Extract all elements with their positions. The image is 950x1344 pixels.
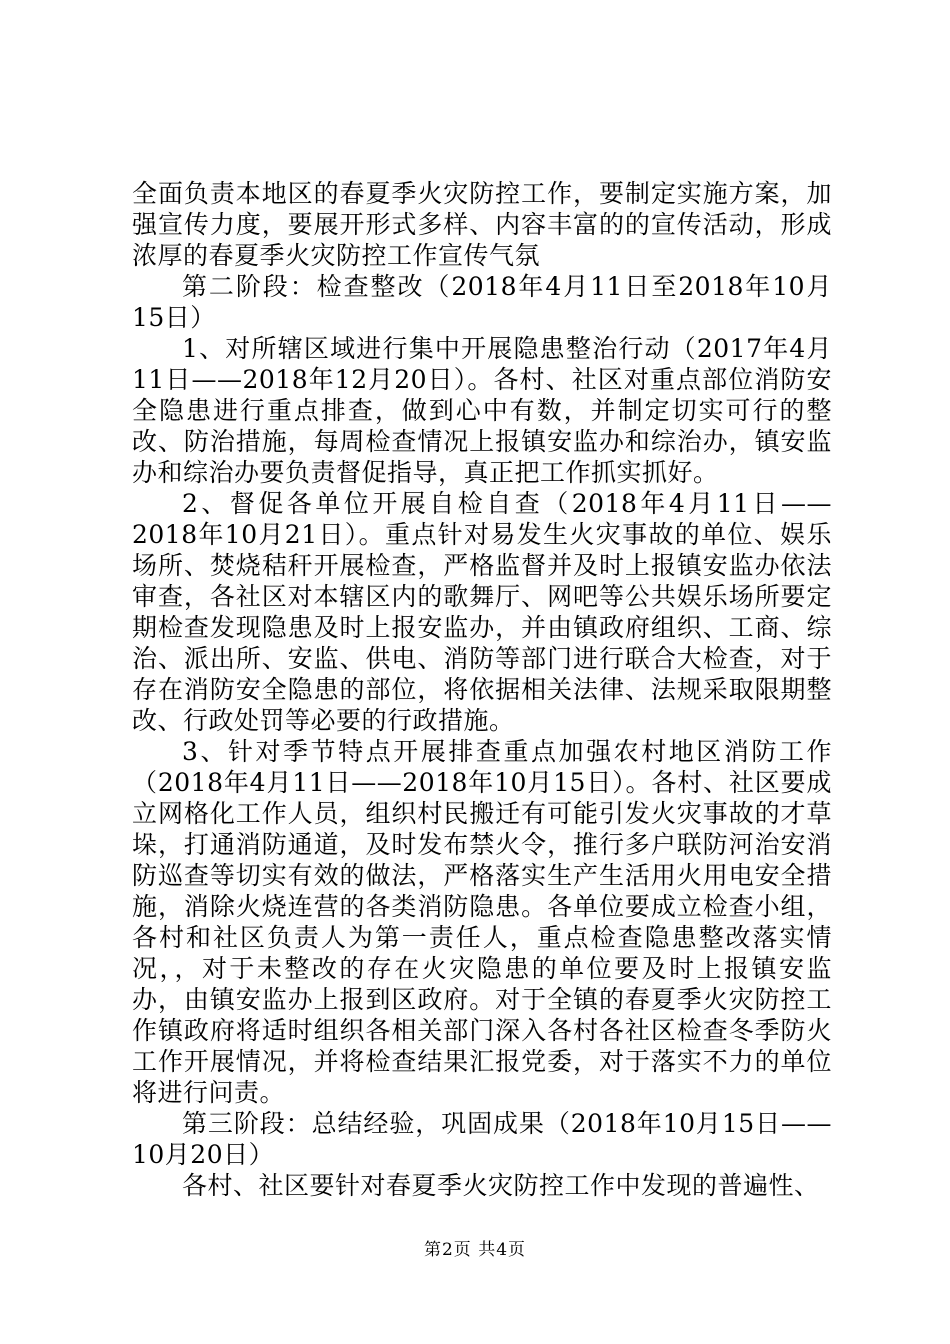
paragraph-stage-two-heading: 第二阶段：检查整改（2018年4月11日至2018年10月15日） (132, 272, 832, 332)
paragraph-continuation: 全面负责本地区的春夏季火灾防控工作，要制定实施方案，加强宣传力度，要展开形式多样、内容丰富的的宣传活动，形成浓厚的春夏季火灾防控工作宣传气氛 (132, 179, 832, 270)
paragraph-stage-three-body: 各村、社区要针对春夏季火灾防控工作中发现的普遍性、 (182, 1171, 820, 1200)
paragraph-stage-three-heading: 第三阶段：总结经验，巩固成果（2018年10月15日——10月20日） (132, 1109, 832, 1169)
paragraph-item-3: 3、针对季节特点开展排查重点加强农村地区消防工作（2018年4月11日——2018年10月15日）。各村、社区要成立网格化工作人员，组织村民搬迁有可能引发火灾事故的才草垛，打通消防通道，及时发布禁火令，推行多户联防河治安消防巡查等切实有效的做法，严格落实生产生活用火用电安全措施，消除火烧连营的各类消防隐患。各单位要成立检查小组，各村和社区负责人为第一责任人，重点检查隐患整改落实情况，，对于未整改的存在火灾隐患的单位要及时上报镇安监办，由镇安监办上报到区政府。对于全镇的春夏季火灾防控工作镇政府将适时组织各相关部门深入各村各社区检查冬季防火工作开展情况，并将检查结果汇报党委，对于落实不力的单位将进行问责。 (132, 737, 832, 1107)
paragraph-item-1: 1、对所辖区域进行集中开展隐患整治行动（2017年4月11日——2018年12月20日）。各村、社区对重点部位消防安全隐患进行重点排查，做到心中有数，并制定切实可行的整改、防治措施，每周检查情况上报镇安监办和综治办，镇安监办和综治办要负责督促指导，真正把工作抓实抓好。 (132, 334, 832, 487)
paragraph-item-2: 2、督促各单位开展自检自查（2018年4月11日——2018年10月21日）。重点针对易发生火灾事故的单位、娱乐场所、焚烧秸秆开展检查，严格监督并及时上报镇安监办依法审查，各社区对本辖区内的歌舞厅、网吧等公共娱乐场所要定期检查发现隐患及时上报安监办，并由镇政府组织、工商、综治、派出所、安监、供电、消防等部门进行联合大检查，对于存在消防安全隐患的部位，将依据相关法律、法规采取限期整改、行政处罚等必要的行政措施。 (132, 489, 832, 735)
page-number-footer: 第2页 共4页 (423, 1240, 527, 1260)
document-body (132, 178, 832, 1201)
